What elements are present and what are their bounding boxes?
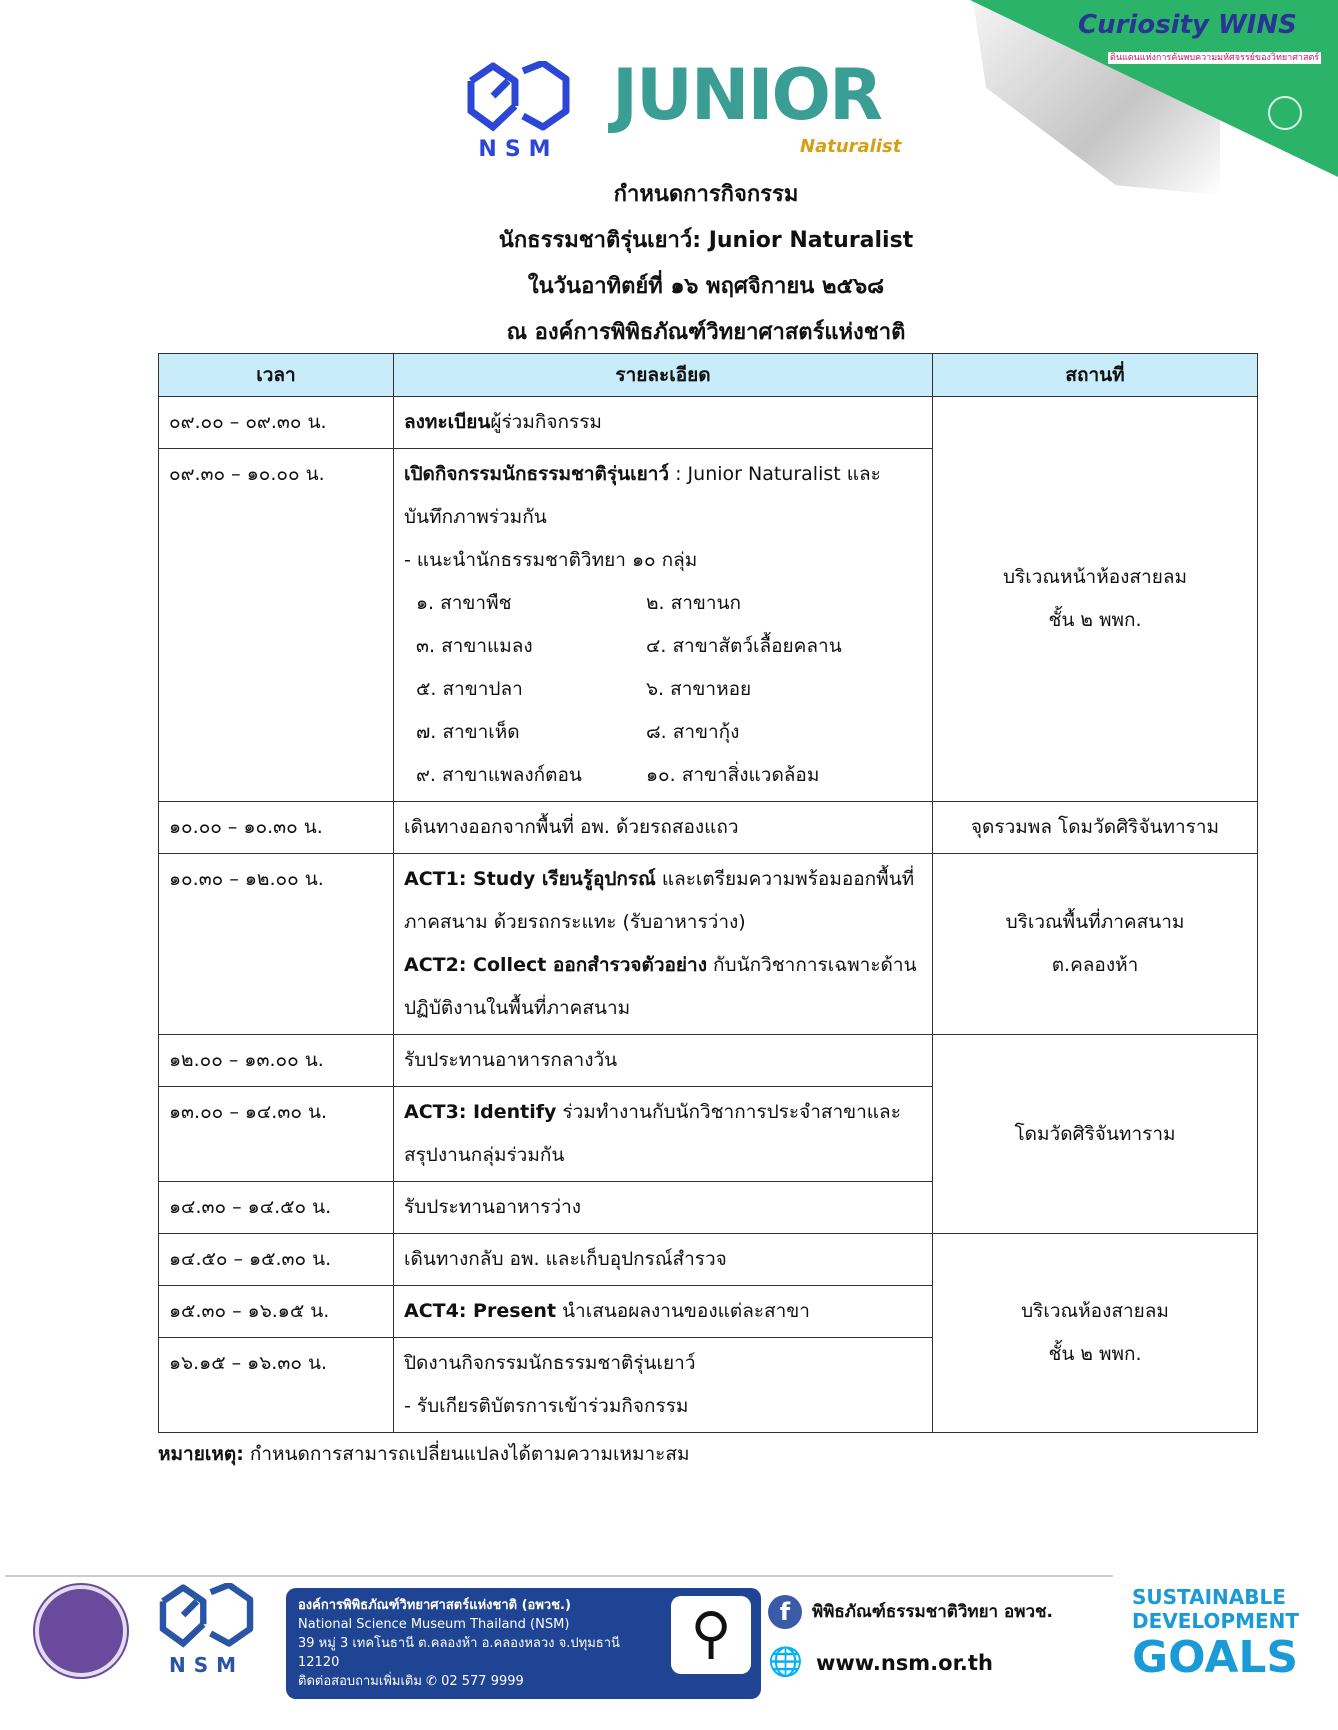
nsm-logo-text: NSM: [168, 1653, 245, 1677]
note: [158, 1441, 1257, 1467]
event-date: ในวันอาทิตย์ที่ ๑๖ พฤศจิกายน ๒๕๖๘: [527, 274, 885, 299]
time-cell: ๑๔.๓๐ – ๑๔.๕๐ น.: [159, 1182, 394, 1234]
location-line: บริเวณห้องสายลม: [1021, 1300, 1169, 1322]
list-item: ๕. สาขาปลา: [416, 678, 523, 700]
list-item: ๔. สาขาสัตว์เลื้อยคลาน: [646, 635, 842, 657]
event-venue: ณ องค์การพิพิธภัณฑ์วิทยาศาสตร์แห่งชาติ: [506, 320, 906, 345]
detail-text: นำเสนอผลงานของแต่ละสาขา: [556, 1300, 810, 1322]
detail-sub: - รับเกียรติบัตรการเข้าร่วมกิจกรรม: [404, 1395, 689, 1417]
table-row: [159, 1234, 1258, 1286]
detail-bold: ACT4: Present: [404, 1300, 557, 1322]
detail-bold: ลงทะเบียน: [404, 411, 491, 433]
detail-bold: เปิดกิจกรรมนักธรรมชาติรุ่นเยาว์: [404, 463, 670, 485]
time-cell: ๐๙.๓๐ – ๑๐.๐๐ น.: [159, 449, 394, 802]
header-time: เวลา: [159, 354, 394, 397]
table-row: [159, 1035, 1258, 1087]
detail-text: ร่วมทำงานกับนักวิชาการประจำสาขาและสรุปงานกลุ่มร่วมกัน: [404, 1101, 901, 1166]
time-cell: ๑๕.๓๐ – ๑๖.๑๕ น.: [159, 1286, 394, 1338]
list-item: ๑๐. สาขาสิ่งแวดล้อม: [646, 764, 820, 786]
contact-label: ติดต่อสอบถามเพิ่มเติม: [298, 1674, 422, 1689]
curiosity-wins-logo: Curiosity WINS: [1078, 10, 1297, 40]
globe-icon: 🌐: [768, 1645, 803, 1678]
list-item: ๑. สาขาพืช: [416, 592, 512, 614]
location-line: ต.คลองห้า: [1051, 954, 1139, 976]
page-title: กำหนดการกิจกรรม: [613, 182, 799, 207]
location-line: ชั้น ๒ พพก.: [1048, 609, 1142, 631]
footer-divider: [5, 1575, 1113, 1577]
event-name: นักธรรมชาติรุ่นเยาว์: Junior Naturalist: [498, 228, 914, 253]
table-row: [159, 397, 1258, 449]
detail-cell: รับประทานอาหารว่าง: [394, 1182, 933, 1234]
phone-icon: ✆: [426, 1674, 437, 1689]
facebook-icon: f: [768, 1595, 802, 1629]
detail-cell: [394, 854, 933, 1035]
junior-naturalist-logo: JUNIOR: [612, 54, 881, 136]
phone-number: 02 577 9999: [441, 1674, 524, 1689]
list-item: ๒. สาขานก: [646, 592, 742, 614]
nsm-logo: [463, 61, 574, 161]
note-text: กำหนดการสามารถเปลี่ยนแปลงได้ตามความเหมาะสม: [243, 1443, 690, 1465]
detail-text: ปิดงานกิจกรรมนักธรรมชาติรุ่นเยาว์: [404, 1352, 696, 1374]
detail-sub: - แนะนำนักธรรมชาติวิทยา ๑๐ กลุ่ม: [404, 549, 698, 571]
sdg-line: DEVELOPMENT: [1132, 1609, 1300, 1633]
detail-cell: เดินทางออกจากพื้นที่ อพ. ด้วยรถสองแถว: [394, 802, 933, 854]
list-item: ๙. สาขาแพลงก์ตอน: [416, 764, 582, 786]
group-list: [404, 582, 922, 797]
schedule-section: [158, 353, 1257, 1467]
location-line: ชั้น ๒ พพก.: [1048, 1343, 1142, 1365]
contact-text: [298, 1596, 663, 1691]
detail-cell: เดินทางกลับ อพ. และเก็บอุปกรณ์สำรวจ: [394, 1234, 933, 1286]
table-row: [159, 854, 1258, 1035]
contact-box: [286, 1588, 761, 1699]
location-line: บริเวณหน้าห้องสายลม: [1002, 566, 1188, 588]
time-cell: ๑๒.๐๐ – ๑๓.๐๐ น.: [159, 1035, 394, 1087]
detail-text: : Junior Naturalist และบันทึกภาพร่วมกัน: [404, 463, 881, 528]
detail-bold: ACT2: Collect ออกสำรวจตัวอย่าง: [404, 954, 708, 976]
nsm-logo-text: NSM: [478, 137, 559, 162]
time-cell: ๑๐.๓๐ – ๑๒.๐๐ น.: [159, 854, 394, 1035]
detail-cell: [394, 1286, 933, 1338]
detail-bold: ACT1: Study เรียนรู้อุปกรณ์: [404, 868, 656, 890]
address: 39 หมู่ 3 เทคโนธานี ต.คลองห้า อ.คลองหลวง จ.ปทุมธานี 12120: [298, 1636, 620, 1670]
seal-emblem: [35, 1585, 127, 1677]
time-cell: ๐๙.๐๐ – ๐๙.๓๐ น.: [159, 397, 394, 449]
note-label: หมายเหตุ:: [158, 1443, 244, 1465]
list-item: ๓. สาขาแมลง: [416, 635, 533, 657]
location-line: บริเวณพื้นที่ภาคสนาม: [1005, 911, 1185, 933]
list-item: ๘. สาขากุ้ง: [646, 721, 740, 743]
sdg-line: GOALS: [1132, 1632, 1299, 1683]
detail-cell: [394, 449, 933, 802]
time-cell: ๑๓.๐๐ – ๑๔.๓๐ น.: [159, 1087, 394, 1182]
naturalist-logo-text: Naturalist: [800, 136, 902, 157]
org-name-th: องค์การพิพิธภัณฑ์วิทยาศาสตร์แห่งชาติ (อพวช.): [298, 1598, 571, 1613]
time-cell: ๑๐.๐๐ – ๑๐.๓๐ น.: [159, 802, 394, 854]
footer-nsm-logo: [154, 1583, 259, 1683]
list-item: ๖. สาขาหอย: [646, 678, 752, 700]
header-location: สถานที่: [933, 354, 1258, 397]
time-cell: ๑๔.๕๐ – ๑๕.๓๐ น.: [159, 1234, 394, 1286]
time-cell: ๑๖.๑๕ – ๑๖.๓๐ น.: [159, 1338, 394, 1433]
location-cell: [933, 397, 1258, 802]
website-link[interactable]: www.nsm.or.th: [816, 1651, 993, 1675]
detail-cell: [394, 1338, 933, 1433]
detail-cell: [394, 397, 933, 449]
detail-text: ผู้ร่วมกิจกรรม: [490, 411, 602, 433]
search-icon: ⚲: [671, 1596, 751, 1674]
facebook-page[interactable]: พิพิธภัณฑ์ธรรมชาติวิทยา อพวช.: [812, 1602, 1053, 1622]
location-cell: [933, 1234, 1258, 1433]
curiosity-subtitle: ดินแดนแห่งการค้นพบความมหัศจรรย์ของวิทยาศาสตร์: [1110, 53, 1320, 63]
org-name-en: National Science Museum Thailand (NSM): [298, 1617, 570, 1632]
schedule-table: [158, 353, 1258, 1433]
bubble-icon: [1268, 96, 1302, 130]
detail-bold: ACT3: Identify: [404, 1101, 557, 1123]
detail-cell: [394, 1087, 933, 1182]
detail-text: และเตรียมความพร้อมออกพื้นที่ภาคสนาม ด้วยรถกระแทะ (รับอาหารว่าง): [404, 868, 915, 933]
table-row: [159, 802, 1258, 854]
sdg-line: SUSTAINABLE: [1132, 1585, 1286, 1609]
detail-text: กับนักวิชาการเฉพาะด้าน ปฏิบัติงานในพื้นที่ภาคสนาม: [404, 954, 917, 1019]
sdg-logo: [1132, 1585, 1332, 1683]
location-cell: จุดรวมพล โดมวัดศิริจันทาราม: [933, 802, 1258, 854]
list-item: ๗. สาขาเห็ด: [416, 721, 520, 743]
location-cell: [933, 854, 1258, 1035]
detail-cell: รับประทานอาหารกลางวัน: [394, 1035, 933, 1087]
location-cell: โดมวัดศิริจันทาราม: [933, 1035, 1258, 1234]
header-detail: รายละเอียด: [394, 354, 933, 397]
